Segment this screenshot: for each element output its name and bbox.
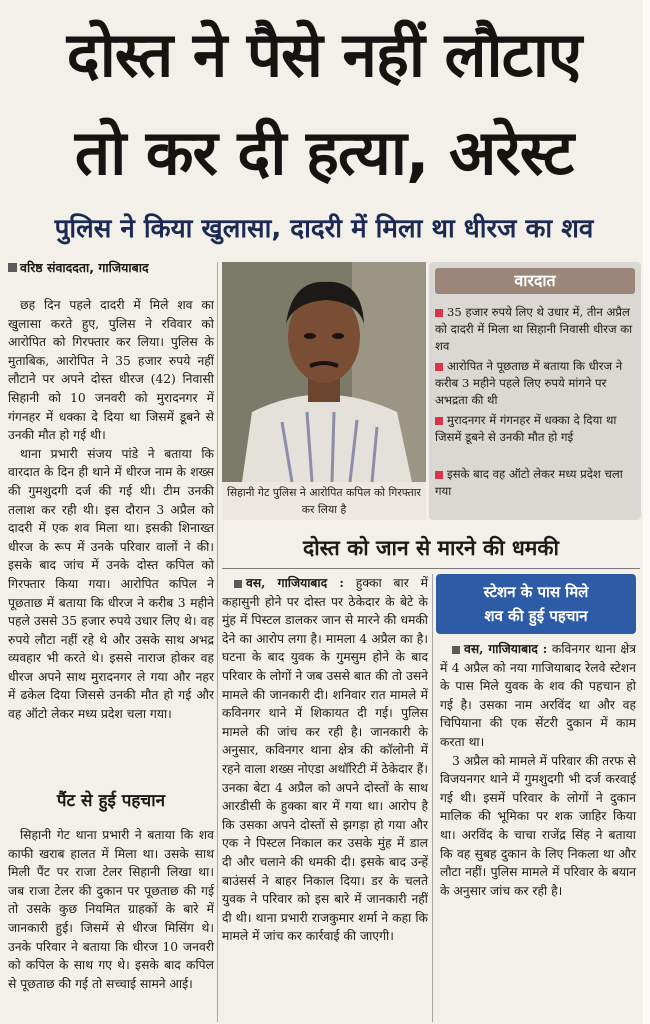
incident-item: 35 हजार रुपये लिए थे उधार में, तीन अप्रैल को दादरी में मिला था सिहानी निवासी धीरज का शव — [435, 305, 633, 354]
second-story-heading: दोस्त को जान से मारने की धमकी — [303, 536, 559, 560]
headline-line-2: तो कर दी हत्या, अरेस्ट — [74, 116, 574, 189]
paragraph: वस, गाजियाबाद : हुक्का बार में कहासुनी होने पर दोस्त पर ठेकेदार के बेटे के मुंह में पिस्टल डालकर जान से मारने की धमकी देने का आरोप लगा है। मामला 4 अप्रैल का है। घटना के बाद युवक के गुमसुम होने के बाद परिवार के लोगों ने जब उससे बात की तो उसने मामले की जानकारी दी। शनिवार रात मामले में कविनगर थाने में शिकायत दी गई। पुलिस मामले की जांच कर रही है। जानकारी के अनुसार, कविनगर थाना क्षेत्र की कॉलोनी में रहने वाला शख्स नोएडा अथॉरिटी में ठेकेदार हैं। उनका बेटा 4 अप्रैल को अपने दोस्तों के साथ आरडीसी के हुक्का बार में गया था। आरोप है कि उसका अपने दोस्तों से झगड़ा हो गया और एक ने पिस्टल निकाल कर उसके मुंह में डाल दी और चलाने की धमकी दी। इसके बाद उन्हें बाउंसर्स ने बाहर निकाल दिया। डर के चलते युवक ने परिवार को इस बारे में जानकारी नहीं दी थी। थाना प्रभारी राजकुमार शर्मा ने कहा कि मामले में जांच कर कार्रवाई की जाएगी। — [222, 575, 428, 944]
incident-item: मुरादनगर में गंगनहर में धक्का दे दिया था जिसमें डूबने से उनकी मौत हो गई — [435, 413, 617, 445]
column-divider — [217, 262, 218, 1022]
paragraph: सिहानी गेट थाना प्रभारी ने बताया कि शव काफी खराब हालत में मिला था। उसके साथ मिली पैंट पर राजा टेलर सिहानी लिखा था। जब राजा टेलर की दुकान पर पूछताछ की गई तो उसके कुछ नियमित ग्राहकों के बारे में जानकारी हुई। जिसमें से धीरज मिसिंग थे। उनके परिवार ने बताया कि धीरज 10 जनवरी को कपिल के साथ गए थे। इसके बाद कपिल से पूछताछ की गई तो सच्चाई सामने आई। — [8, 828, 214, 991]
main-story-body — [8, 296, 214, 724]
byline-square-icon — [8, 263, 17, 272]
third-story-heading-line-1: स्टेशन के पास मिले — [483, 583, 589, 601]
main-story-body-continued — [8, 826, 214, 993]
incident-item: आरोपित ने पूछताछ में बताया कि धीरज ने करीब 3 महीने पहले लिए रुपये मांगने पर अभद्रता की थी — [435, 359, 623, 408]
bullet-icon — [234, 580, 242, 588]
photo-caption: सिहानी गेट पुलिस ने आरोपित कपिल को गिरफ्तार कर लिया है — [222, 482, 426, 520]
bullet-icon — [435, 417, 443, 425]
third-story-body — [440, 640, 636, 900]
incident-box — [429, 262, 641, 520]
paragraph: वस, गाजियाबाद : कविनगर थाना क्षेत्र में 4 अप्रैल को नया गाजियाबाद रेलवे स्टेशन के पास मिले युवक के शव की पहचान हो गई है। उसका नाम अरविंद था और वह चिपियाना की एक सेंटरी दुकान में काम करता था। — [440, 641, 636, 749]
section-subheading: पैंट से हुई पहचान — [56, 791, 166, 811]
column-divider — [432, 574, 433, 1022]
paragraph: थाना प्रभारी संजय पांडे ने बताया कि वारदात के दिन ही थाने में धीरज नाम के शख्स की गुमशुदगी दर्ज की गई थी। टीम उनकी तलाश कर रही थी। इस दौरान 3 अप्रैल को दादरी में एक शव मिला था। इसकी शिनाख्त धीरज के रूप में उनके परिवार वालों ने की। इसके बाद जांच में उनके दोस्त कपिल को गिरफ्तार किया गया। आरोपित कपिल ने पूछताछ में बताया कि धीरज ने करीब 3 महीने पहले उससे 35 हजार रुपये उधार लिए थे। वह रुपये लौटा नहीं रहे थे और उसके साथ अभद्र व्यवहार भी करते थे। इससे नाराज होकर वह धीरज अपने साथ मुरादनगर ले गया और नहर में ढकेल दिया जिससे उनकी मौत हो गई और वह ऑटो लेकर मध्य प्रदेश चला गया। — [8, 446, 214, 722]
byline-text: वरिष्ठ संवाददता, गाजियाबाद — [20, 260, 149, 275]
third-story-heading-box — [436, 574, 636, 634]
person-portrait-icon — [222, 262, 426, 482]
bullet-icon — [435, 471, 443, 479]
paragraph: छह दिन पहले दादरी में मिले शव का खुलासा करते हुए, पुलिस ने रविवार को आरोपित को गिरफ्तार कर लिया। पुलिस के मुताबिक, आरोपित ने 35 हजार रुपये नहीं लौटाने पर अपने दोस्त धीरज (42) निवासी सिहानी को 10 जनवरी को मुरादनगर में गंगनहर में धक्का दे दिया था जिसमें डूबने से उनकी मौत हो गई थी। — [8, 298, 214, 443]
subheadline: पुलिस ने किया खुलासा, दादरी में मिला था धीरज का शव — [54, 214, 594, 244]
headline-line-1: दोस्त ने पैसे नहीं लौटाए — [66, 18, 582, 91]
page-margin — [643, 0, 650, 1024]
incident-item: इसके बाद वह ऑटो लेकर मध्य प्रदेश चला गया — [435, 467, 623, 499]
bullet-icon — [452, 646, 460, 654]
incident-box-title: वारदात — [435, 268, 635, 294]
heading-rule — [222, 568, 640, 569]
dateline: वस, गाजियाबाद : — [246, 575, 344, 590]
third-story-heading-line-2: शव की हुई पहचान — [484, 607, 588, 625]
paragraph: 3 अप्रैल को मामले में परिवार की तरफ से विजयनगर थाने में गुमशुदगी भी दर्ज करवाई गई थी। इसमें परिवार के लोगों ने दुकान मालिक की भूमिका पर शक जाहिर किया था। अरविंद के चाचा राजेंद्र सिंह ने बताया कि वह सुबह दुकान के लिए निकला था और लौटा नहीं। पुलिस मामले में परिवार के बयान के अनुसार जांच कर रही है। — [440, 753, 636, 898]
bullet-icon — [435, 309, 443, 317]
dateline: वस, गाजियाबाद : — [464, 641, 548, 656]
accused-photo — [222, 262, 426, 482]
headline — [6, 6, 642, 202]
byline — [8, 259, 222, 277]
second-story-body — [222, 574, 428, 946]
bullet-icon — [435, 363, 443, 371]
